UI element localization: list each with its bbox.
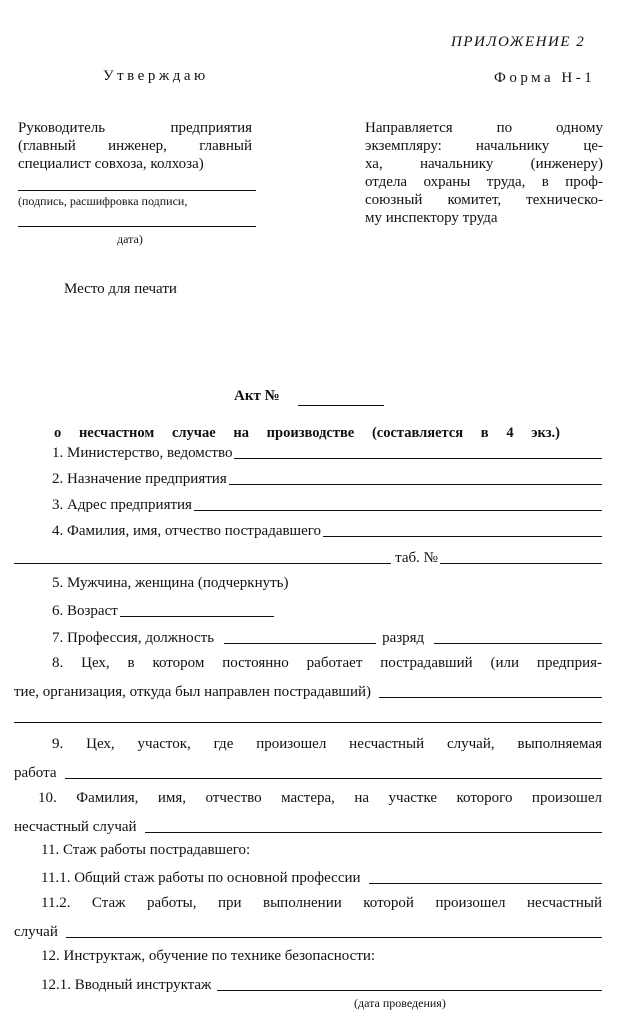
item-profession-label: 7. Профессия, должность	[52, 630, 215, 646]
head-title-line2: (главный инженер, главный	[18, 138, 252, 154]
item-work-field[interactable]	[65, 778, 603, 779]
head-title-line3: специалист совхоза, колхоза)	[18, 156, 204, 172]
signature-line	[18, 190, 256, 191]
distribution-line2: экземпляру: начальнику це-	[365, 138, 603, 154]
item-foreman-line1: 10. Фамилия, имя, отчество мастера, на участке которого произошел	[38, 790, 602, 806]
item-total-experience-label: 11.1. Общий стаж работы по основной профессии	[41, 870, 361, 886]
approve-label: Утверждаю	[103, 68, 209, 84]
item-address-field[interactable]	[194, 510, 602, 511]
item-grade-label: разряд	[382, 630, 425, 646]
item-experience: 11. Стаж работы пострадавшего:	[41, 842, 251, 858]
item-accident-experience-label: случай	[14, 924, 58, 940]
act-number-line	[298, 405, 384, 406]
item-ministry-field[interactable]	[234, 458, 602, 459]
item-ministry-label: 1. Министерство, ведомство	[52, 445, 233, 461]
item-age	[52, 601, 274, 619]
item-workshop	[14, 682, 602, 700]
distribution-line4: отдела охраны труда, в проф-	[365, 174, 603, 190]
item-address	[52, 495, 602, 513]
item-intro-briefing-field[interactable]	[217, 990, 602, 991]
item-grade-field[interactable]	[434, 643, 602, 644]
tab-number-label: таб. №	[395, 550, 438, 566]
act-title: Акт №	[234, 388, 280, 404]
item-workshop-line1: 8. Цех, в котором постоянно работает пострадавший (или предприя-	[52, 655, 602, 671]
date-caption: дата)	[117, 232, 143, 246]
item-accident-experience-line1: 11.2. Стаж работы, при выполнении которой произошел несчастный	[41, 895, 602, 911]
item-victim-name-label: 4. Фамилия, имя, отчество пострадавшего	[52, 523, 322, 539]
item-purpose-label: 2. Назначение предприятия	[52, 471, 227, 487]
item-purpose	[52, 469, 602, 487]
distribution-line6: му инспектору труда	[365, 210, 498, 226]
form-label: Форма Н-1	[494, 70, 596, 86]
item-accident-experience-field[interactable]	[66, 937, 602, 938]
item-total-experience-field[interactable]	[369, 883, 602, 884]
briefing-date-caption: (дата проведения)	[354, 996, 446, 1010]
tab-number-field[interactable]	[440, 563, 602, 564]
item-total-experience	[41, 868, 602, 886]
item-workshop-field[interactable]	[379, 697, 602, 698]
item-address-label: 3. Адрес предприятия	[52, 497, 192, 513]
distribution-line1: Направляется по одному	[365, 120, 603, 136]
item-purpose-field[interactable]	[229, 484, 602, 485]
item-foreman-field[interactable]	[145, 832, 602, 833]
item-victim-name	[52, 521, 602, 539]
item-age-field[interactable]	[120, 616, 274, 617]
item-profession	[52, 628, 602, 646]
item-intro-briefing-label: 12.1. Вводный инструктаж	[41, 977, 212, 993]
item-profession-field[interactable]	[224, 643, 376, 644]
item-workshop-label: тие, организация, откуда был направлен пострадавший)	[14, 684, 372, 700]
item-age-label: 6. Возраст	[52, 603, 118, 619]
item-briefing: 12. Инструктаж, обучение по технике безопасности:	[41, 948, 376, 964]
item-victim-name-field[interactable]	[323, 536, 602, 537]
date-line	[18, 226, 256, 227]
appendix-label: ПРИЛОЖЕНИЕ 2	[451, 34, 586, 50]
item-ministry	[52, 443, 602, 461]
item-accident-place-line1: 9. Цех, участок, где произошел несчастный случай, выполняемая	[52, 736, 602, 752]
head-title-line1: Руководитель предприятия	[18, 120, 252, 136]
item-foreman-label: несчастный случай	[14, 819, 137, 835]
item-accident-experience	[14, 922, 602, 940]
item-accident-place	[14, 763, 602, 781]
distribution-line3: ха, начальнику (инженеру)	[365, 156, 603, 172]
signature-caption: (подпись, расшифровка подписи,	[18, 194, 188, 208]
item-gender: 5. Мужчина, женщина (подчеркнуть)	[52, 575, 289, 591]
distribution-line5: союзный комитет, техническо-	[365, 192, 603, 208]
item-intro-briefing	[41, 975, 602, 993]
act-subtitle: о несчастном случае на производстве (составляется в 4 экз.)	[54, 425, 560, 441]
item-victim-name-cont	[14, 548, 602, 566]
item-victim-name-field-2[interactable]	[14, 563, 391, 564]
seal-place: Место для печати	[64, 281, 177, 297]
item-work-label: работа	[14, 765, 57, 781]
item-workshop-field-2[interactable]	[14, 722, 602, 723]
item-foreman	[14, 817, 602, 835]
